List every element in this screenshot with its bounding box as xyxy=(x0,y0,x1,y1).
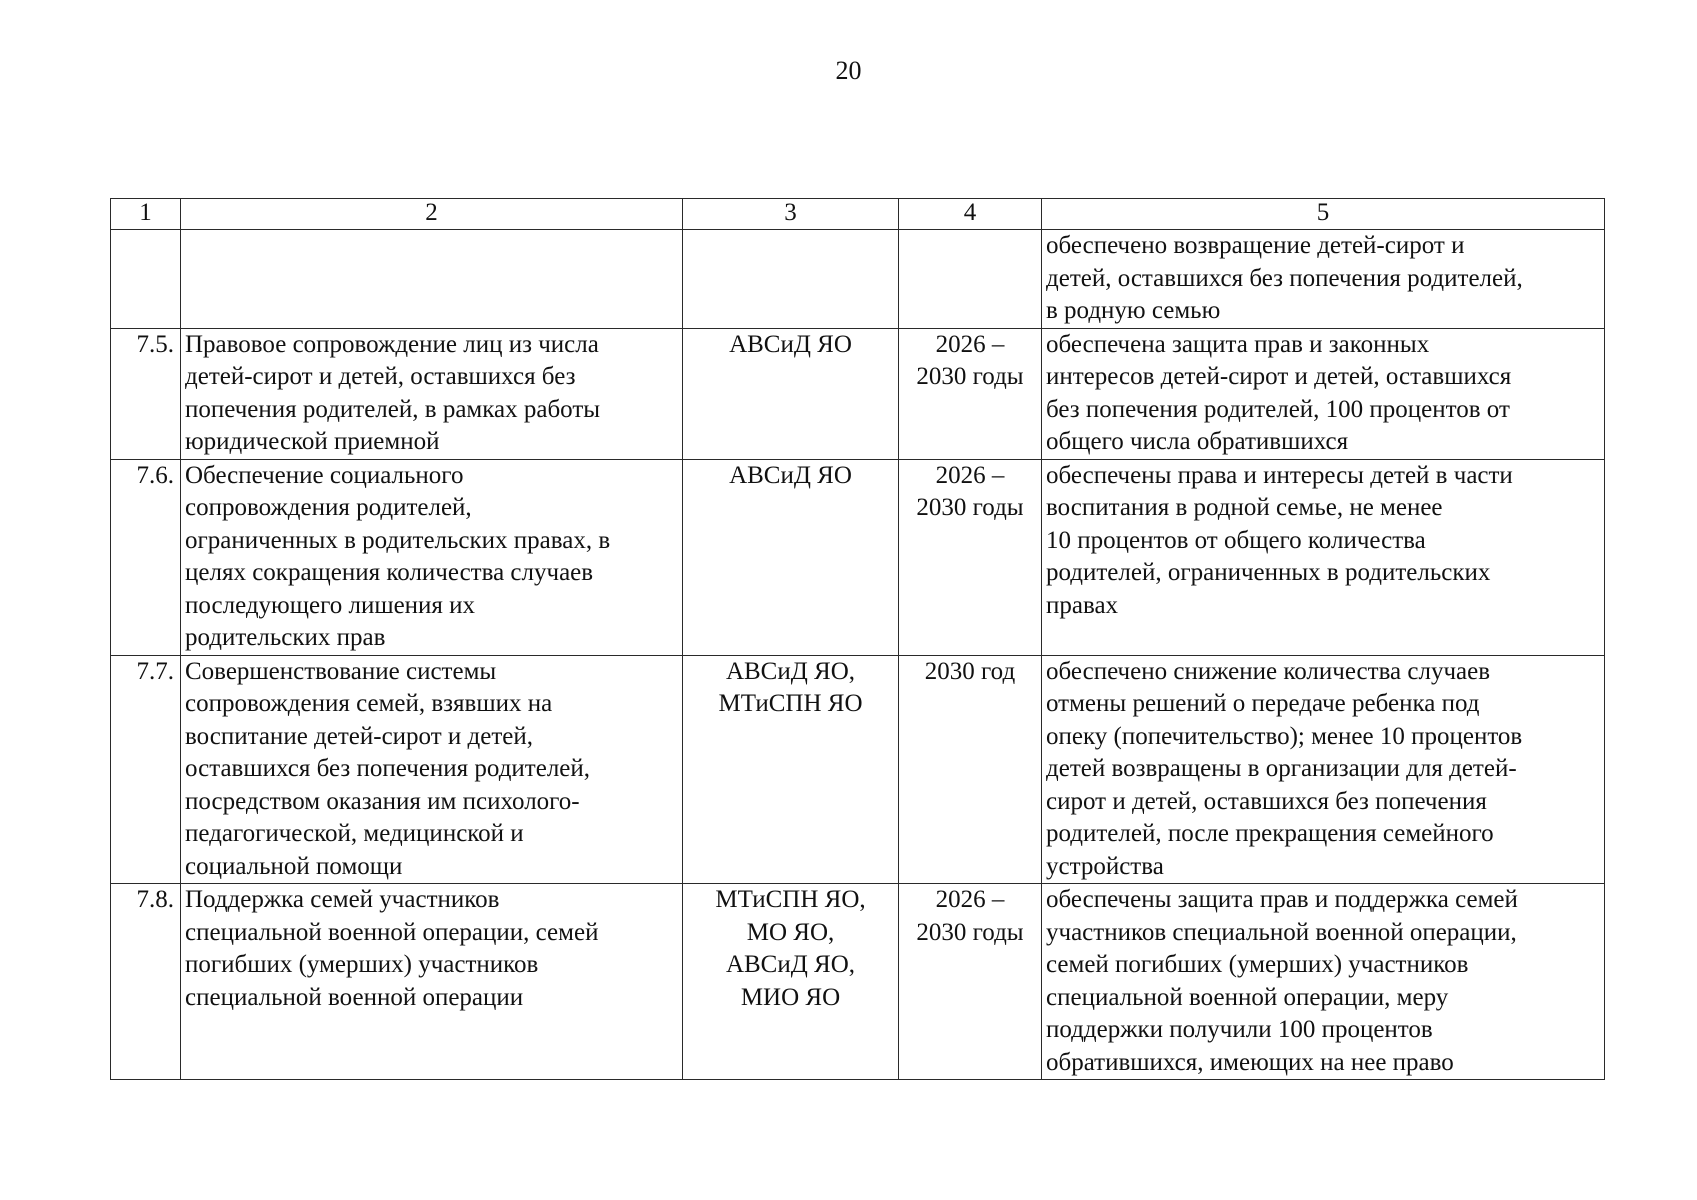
activity-line: Правовое сопровождение лиц из числа xyxy=(185,330,599,358)
result-line: интересов детей-сирот и детей, оставшихся xyxy=(1046,363,1512,390)
header-cell-result: 5 xyxy=(1042,199,1605,230)
activity-line: социальной помощи xyxy=(185,852,403,880)
activity-line: целях сокращения количества случаев xyxy=(185,559,594,586)
executor-cell xyxy=(683,459,899,655)
activity-cell xyxy=(181,328,683,459)
term-line: 2030 годы xyxy=(916,494,1024,521)
result-line: воспитания в родной семье, не менее xyxy=(1046,494,1443,521)
result-line: сирот и детей, оставшихся без попечения xyxy=(1046,787,1487,815)
executor-line: АВСиД ЯО xyxy=(729,461,852,489)
table-row xyxy=(111,655,1605,884)
activity-line: Поддержка семей участников xyxy=(185,886,500,913)
activity-line: сопровождения родителей, xyxy=(185,494,472,521)
executor-cell xyxy=(683,884,899,1080)
activity-cell xyxy=(181,459,683,655)
term-cell xyxy=(899,884,1042,1080)
term-line: 2030 год xyxy=(924,657,1016,685)
result-line: устройства xyxy=(1046,852,1164,880)
row-number-cell: 7.6. xyxy=(111,459,181,655)
table-header-row xyxy=(111,199,1605,230)
result-cell xyxy=(1042,655,1605,884)
activity-line: погибших (умерших) участников xyxy=(185,951,539,978)
activity-line: посредством оказания им психолого- xyxy=(185,787,580,815)
result-line: общего числа обратившихся xyxy=(1046,428,1349,455)
header-cell-term: 4 xyxy=(899,199,1042,230)
activity-line: юридической приемной xyxy=(185,428,440,455)
activity-line: Совершенствование системы xyxy=(185,657,497,685)
row-number-cell: 7.8. xyxy=(111,884,181,1080)
page-number: 20 xyxy=(835,56,862,85)
executor-line: АВСиД ЯО, xyxy=(725,951,856,978)
activity-line: оставшихся без попечения родителей, xyxy=(185,755,591,782)
executor-cell xyxy=(683,328,899,459)
result-line: обеспечено снижение количества случаев xyxy=(1046,657,1491,685)
result-line: обеспечены защита прав и поддержка семей xyxy=(1046,886,1518,913)
header-cell-num: 1 xyxy=(111,199,181,230)
term-line: 2026 – xyxy=(935,330,1005,358)
result-cell xyxy=(1042,230,1605,329)
activity-line: Обеспечение социального xyxy=(185,461,464,489)
activity-line: детей-сирот и детей, оставшихся без xyxy=(185,363,576,390)
result-line: отмены решений о передаче ребенка под xyxy=(1046,690,1480,717)
result-line: обеспечено возвращение детей-сирот и xyxy=(1046,232,1465,259)
result-line: правах xyxy=(1046,591,1119,619)
activity-line: попечения родителей, в рамках работы xyxy=(185,395,601,423)
result-line: без попечения родителей, 100 процентов от xyxy=(1046,395,1510,423)
term-cell xyxy=(899,328,1042,459)
result-line: обеспечены права и интересы детей в части xyxy=(1046,461,1513,489)
term-cell xyxy=(899,230,1042,329)
executor-line: МИО ЯО xyxy=(740,983,841,1011)
header-cell-executor: 3 xyxy=(683,199,899,230)
activity-cell xyxy=(181,884,683,1080)
executor-line: АВСиД ЯО, xyxy=(725,657,856,685)
result-cell xyxy=(1042,328,1605,459)
result-line: 10 процентов от общего количества xyxy=(1046,526,1426,554)
activity-line: родительских прав xyxy=(185,624,386,651)
table-row xyxy=(111,459,1605,655)
activity-line: воспитание детей-сирот и детей, xyxy=(185,722,533,750)
row-number-cell: 7.5. xyxy=(111,328,181,459)
executor-line: АВСиД ЯО xyxy=(729,330,852,358)
result-line: участников специальной военной операции, xyxy=(1046,918,1517,946)
executor-line: МТиСПН ЯО, xyxy=(715,886,866,913)
table-row xyxy=(111,328,1605,459)
activity-cell xyxy=(181,655,683,884)
table-row xyxy=(111,884,1605,1080)
result-cell xyxy=(1042,459,1605,655)
executor-cell xyxy=(683,230,899,329)
term-line: 2026 – xyxy=(935,461,1005,489)
result-line: обратившихся, имеющих на нее право xyxy=(1046,1048,1454,1076)
result-line: обеспечена защита прав и законных xyxy=(1046,330,1430,358)
executor-line: МТиСПН ЯО xyxy=(718,690,863,717)
result-line: детей, оставшихся без попечения родителей, xyxy=(1046,264,1523,292)
row-number-cell xyxy=(111,230,181,329)
term-cell xyxy=(899,459,1042,655)
result-line: родителей, ограниченных в родительских xyxy=(1046,559,1491,586)
result-line: поддержки получили 100 процентов xyxy=(1046,1016,1433,1043)
row-number-cell: 7.7. xyxy=(111,655,181,884)
result-line: семей погибших (умерших) участников xyxy=(1046,951,1469,978)
executor-cell xyxy=(683,655,899,884)
executor-line: МО ЯО, xyxy=(746,918,835,946)
activity-line: сопровождения семей, взявших на xyxy=(185,690,553,717)
result-line: детей возвращены в организации для детей- xyxy=(1046,755,1517,782)
term-cell xyxy=(899,655,1042,884)
activity-cell xyxy=(181,230,683,329)
term-line: 2030 годы xyxy=(916,918,1024,946)
result-line: опеку (попечительство); менее 10 процентов xyxy=(1046,722,1523,750)
activity-line: ограниченных в родительских правах, в xyxy=(185,526,611,554)
header-cell-activity: 2 xyxy=(181,199,683,230)
activity-line: последующего лишения их xyxy=(185,591,476,619)
activity-line: специальной военной операции xyxy=(185,983,524,1011)
table-row xyxy=(111,230,1605,329)
measures-table xyxy=(110,198,1605,1080)
result-line: в родную семью xyxy=(1046,297,1221,324)
result-line: родителей, после прекращения семейного xyxy=(1046,820,1494,847)
result-cell xyxy=(1042,884,1605,1080)
result-line: специальной военной операции, меру xyxy=(1046,983,1449,1011)
activity-line: педагогической, медицинской и xyxy=(185,820,524,847)
term-line: 2026 – xyxy=(935,886,1005,913)
activity-line: специальной военной операции, семей xyxy=(185,918,599,946)
term-line: 2030 годы xyxy=(916,363,1024,390)
